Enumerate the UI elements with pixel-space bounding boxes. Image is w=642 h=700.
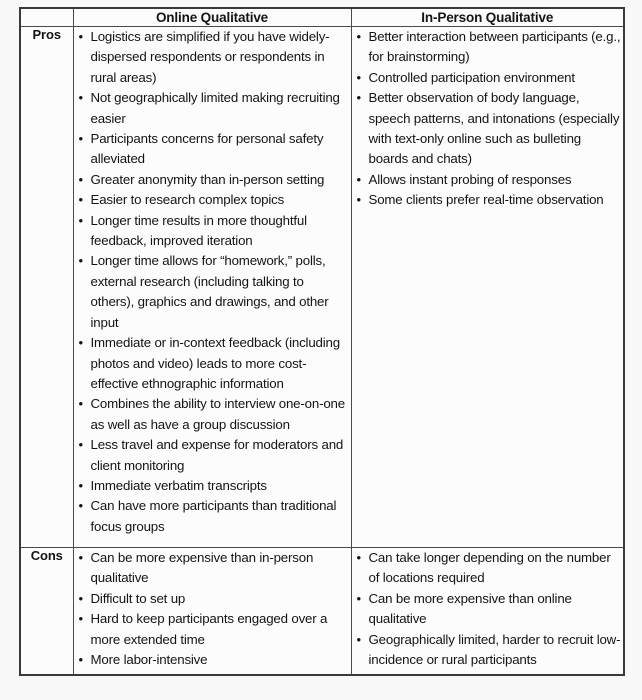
list-item: • Can have more participants than traditional focus groups	[91, 496, 351, 537]
cons-online-list	[74, 548, 351, 670]
list-item: • Difficult to set up	[91, 589, 351, 609]
pros-online-list	[74, 27, 351, 537]
list-item: • Immediate or in-context feedback (including photos and video) leads to more cost-effective ethnographic information	[91, 333, 351, 394]
list-item: • Immediate verbatim transcripts	[91, 476, 351, 496]
list-item: • Some clients prefer real-time observation	[369, 190, 624, 210]
list-item: • Longer time allows for “homework,” polls, external research (including talking to others), graphics and drawings, and other input	[91, 251, 351, 333]
list-item: • Greater anonymity than in-person setting	[91, 170, 351, 190]
list-item: • Easier to research complex topics	[91, 190, 351, 210]
header-row	[20, 8, 624, 27]
row-label-pros: Pros	[20, 27, 73, 548]
list-item: • Can be more expensive than in-person qualitative	[91, 548, 351, 589]
list-item: • Better interaction between participants (e.g., for brainstorming)	[369, 27, 624, 68]
pros-online-cell	[73, 27, 351, 548]
list-item: • Controlled participation environment	[369, 68, 624, 88]
header-cell-in-person-qualitative: In-Person Qualitative	[351, 8, 624, 27]
cons-online-cell	[73, 548, 351, 676]
table-header	[20, 8, 624, 27]
list-item: • Combines the ability to interview one-on-one as well as have a group discussion	[91, 394, 351, 435]
list-item: • Hard to keep participants engaged over a more extended time	[91, 609, 351, 650]
list-item: • Allows instant probing of responses	[369, 170, 624, 190]
online-vs-inperson-qualitative-table	[19, 7, 625, 676]
cons-in-person-list	[352, 548, 624, 670]
cons-in-person-cell	[351, 548, 624, 676]
list-item: • Participants concerns for personal safety alleviated	[91, 129, 351, 170]
list-item: • Longer time results in more thoughtful feedback, improved iteration	[91, 211, 351, 252]
list-item: • Better observation of body language, speech patterns, and intonations (especially with text-only online such as bulleting boards and chats)	[369, 88, 624, 170]
table-row-cons	[20, 548, 624, 676]
pros-in-person-list	[352, 27, 624, 211]
row-label-cons: Cons	[20, 548, 73, 676]
list-item: • More labor-intensive	[91, 650, 351, 670]
table-row-pros	[20, 27, 624, 548]
list-item: • Geographically limited, harder to recruit low-incidence or rural participants	[369, 630, 624, 671]
list-item: • Less travel and expense for moderators and client monitoring	[91, 435, 351, 476]
header-cell-online-qualitative: Online Qualitative	[73, 8, 351, 27]
list-item: • Not geographically limited making recruiting easier	[91, 88, 351, 129]
list-item: • Logistics are simplified if you have widely-dispersed respondents or respondents in rural areas)	[91, 27, 351, 88]
pros-in-person-cell	[351, 27, 624, 548]
table-body	[20, 27, 624, 676]
header-cell-empty	[20, 8, 73, 27]
list-item: • Can be more expensive than online qualitative	[369, 589, 624, 630]
list-item: • Can take longer depending on the number of locations required	[369, 548, 624, 589]
